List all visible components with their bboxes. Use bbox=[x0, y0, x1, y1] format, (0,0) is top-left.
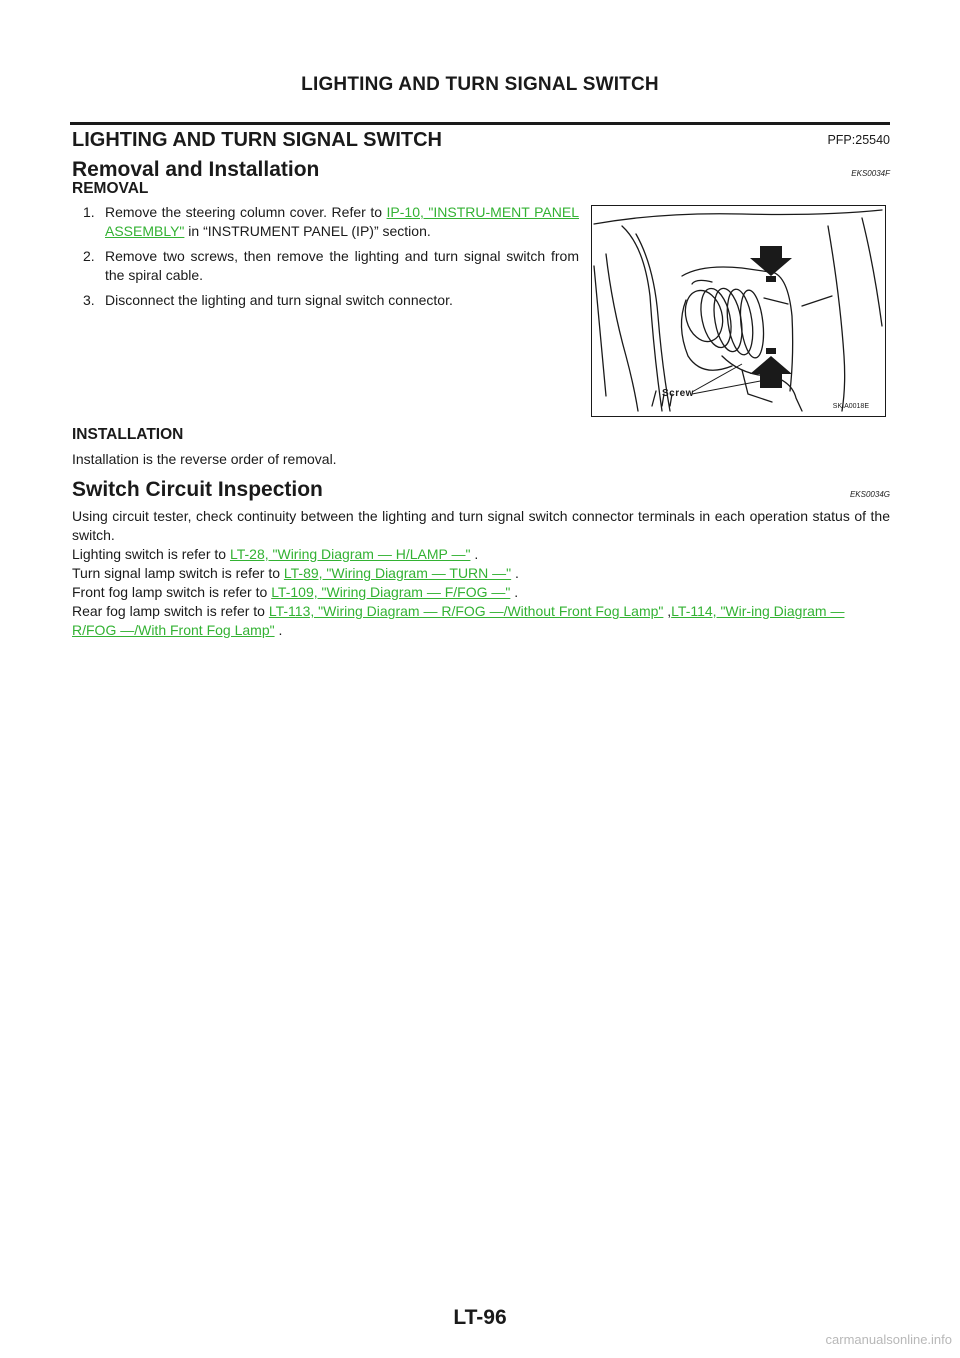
running-header: LIGHTING AND TURN SIGNAL SWITCH bbox=[301, 74, 659, 95]
ref-rear-fog-switch bbox=[72, 602, 890, 640]
screw-callout-label: Screw bbox=[662, 388, 694, 399]
ref-front-fog-switch bbox=[72, 583, 890, 602]
link-ip-10[interactable]: IP-10, "INSTRU-MENT PANEL ASSEMBLY" bbox=[105, 204, 579, 239]
ref-separator: , bbox=[663, 603, 672, 619]
watermark: carmanualsonline.info bbox=[825, 1332, 952, 1347]
removal-step-3 bbox=[83, 291, 579, 310]
ref-text: Rear fog lamp switch is refer to bbox=[72, 603, 269, 619]
ref-lighting-switch bbox=[72, 545, 890, 564]
screw-location-figure bbox=[591, 205, 886, 417]
ref-text-post: . bbox=[510, 584, 519, 600]
ref-text-post: . bbox=[511, 565, 519, 581]
figure-code: SKIA0018E bbox=[832, 403, 869, 410]
step-text: Remove two screws, then remove the lighting and turn signal switch from the spiral cable. bbox=[105, 248, 579, 283]
installation-heading: INSTALLATION bbox=[72, 426, 184, 443]
removal-installation-heading: Removal and Installation bbox=[72, 158, 320, 181]
ref-text-post: . bbox=[470, 546, 479, 562]
pfp-code: PFP:25540 bbox=[827, 133, 890, 147]
step-text: Disconnect the lighting and turn signal switch connector. bbox=[105, 292, 453, 308]
ref-text: Lighting switch is refer to bbox=[72, 546, 230, 562]
inspection-refs bbox=[72, 545, 890, 640]
removal-step-1 bbox=[83, 203, 579, 241]
removal-steps bbox=[83, 203, 579, 310]
header-rule bbox=[70, 122, 890, 125]
inspection-intro: Using circuit tester, check continuity between the lighting and turn signal switch connector terminals in each operation status of the switch. bbox=[72, 508, 890, 543]
page-number: LT-96 bbox=[453, 1306, 507, 1329]
link-lt-113[interactable]: LT-113, "Wiring Diagram — R/FOG —/Without Front Fog Lamp" bbox=[268, 603, 664, 619]
switch-inspection-code: EKS0034G bbox=[849, 490, 890, 499]
step-number: 1. bbox=[83, 204, 95, 220]
step-text-pre: Remove the steering column cover. Refer to bbox=[105, 204, 387, 220]
arrow-down-icon bbox=[750, 246, 792, 282]
ref-text: Turn signal lamp switch is refer to bbox=[72, 565, 284, 581]
removal-heading: REMOVAL bbox=[72, 180, 149, 197]
section-title: LIGHTING AND TURN SIGNAL SWITCH bbox=[72, 129, 442, 151]
step-text bbox=[105, 203, 579, 241]
step-number: 3. bbox=[83, 292, 95, 308]
link-lt-109[interactable]: LT-109, "Wiring Diagram — F/FOG —" bbox=[271, 584, 511, 600]
installation-text: Installation is the reverse order of removal. bbox=[72, 451, 337, 467]
switch-inspection-heading: Switch Circuit Inspection bbox=[72, 478, 323, 501]
removal-step-2 bbox=[83, 247, 579, 285]
steering-column-illustration bbox=[592, 206, 884, 415]
link-lt-114[interactable]: LT-114, "Wir-ing Diagram — R/FOG —/With Front Fog Lamp" bbox=[72, 603, 845, 638]
ref-text-post: . bbox=[274, 622, 283, 638]
ref-turn-signal-switch bbox=[72, 564, 890, 583]
ref-text: Front fog lamp switch is refer to bbox=[72, 584, 272, 600]
link-lt-89[interactable]: LT-89, "Wiring Diagram — TURN —" bbox=[283, 565, 512, 581]
link-lt-28[interactable]: LT-28, "Wiring Diagram — H/LAMP —" bbox=[229, 546, 471, 562]
removal-installation-code: EKS0034F bbox=[851, 169, 890, 178]
step-number: 2. bbox=[83, 248, 95, 264]
step-text-post: in “INSTRUMENT PANEL (IP)” section. bbox=[184, 223, 431, 239]
